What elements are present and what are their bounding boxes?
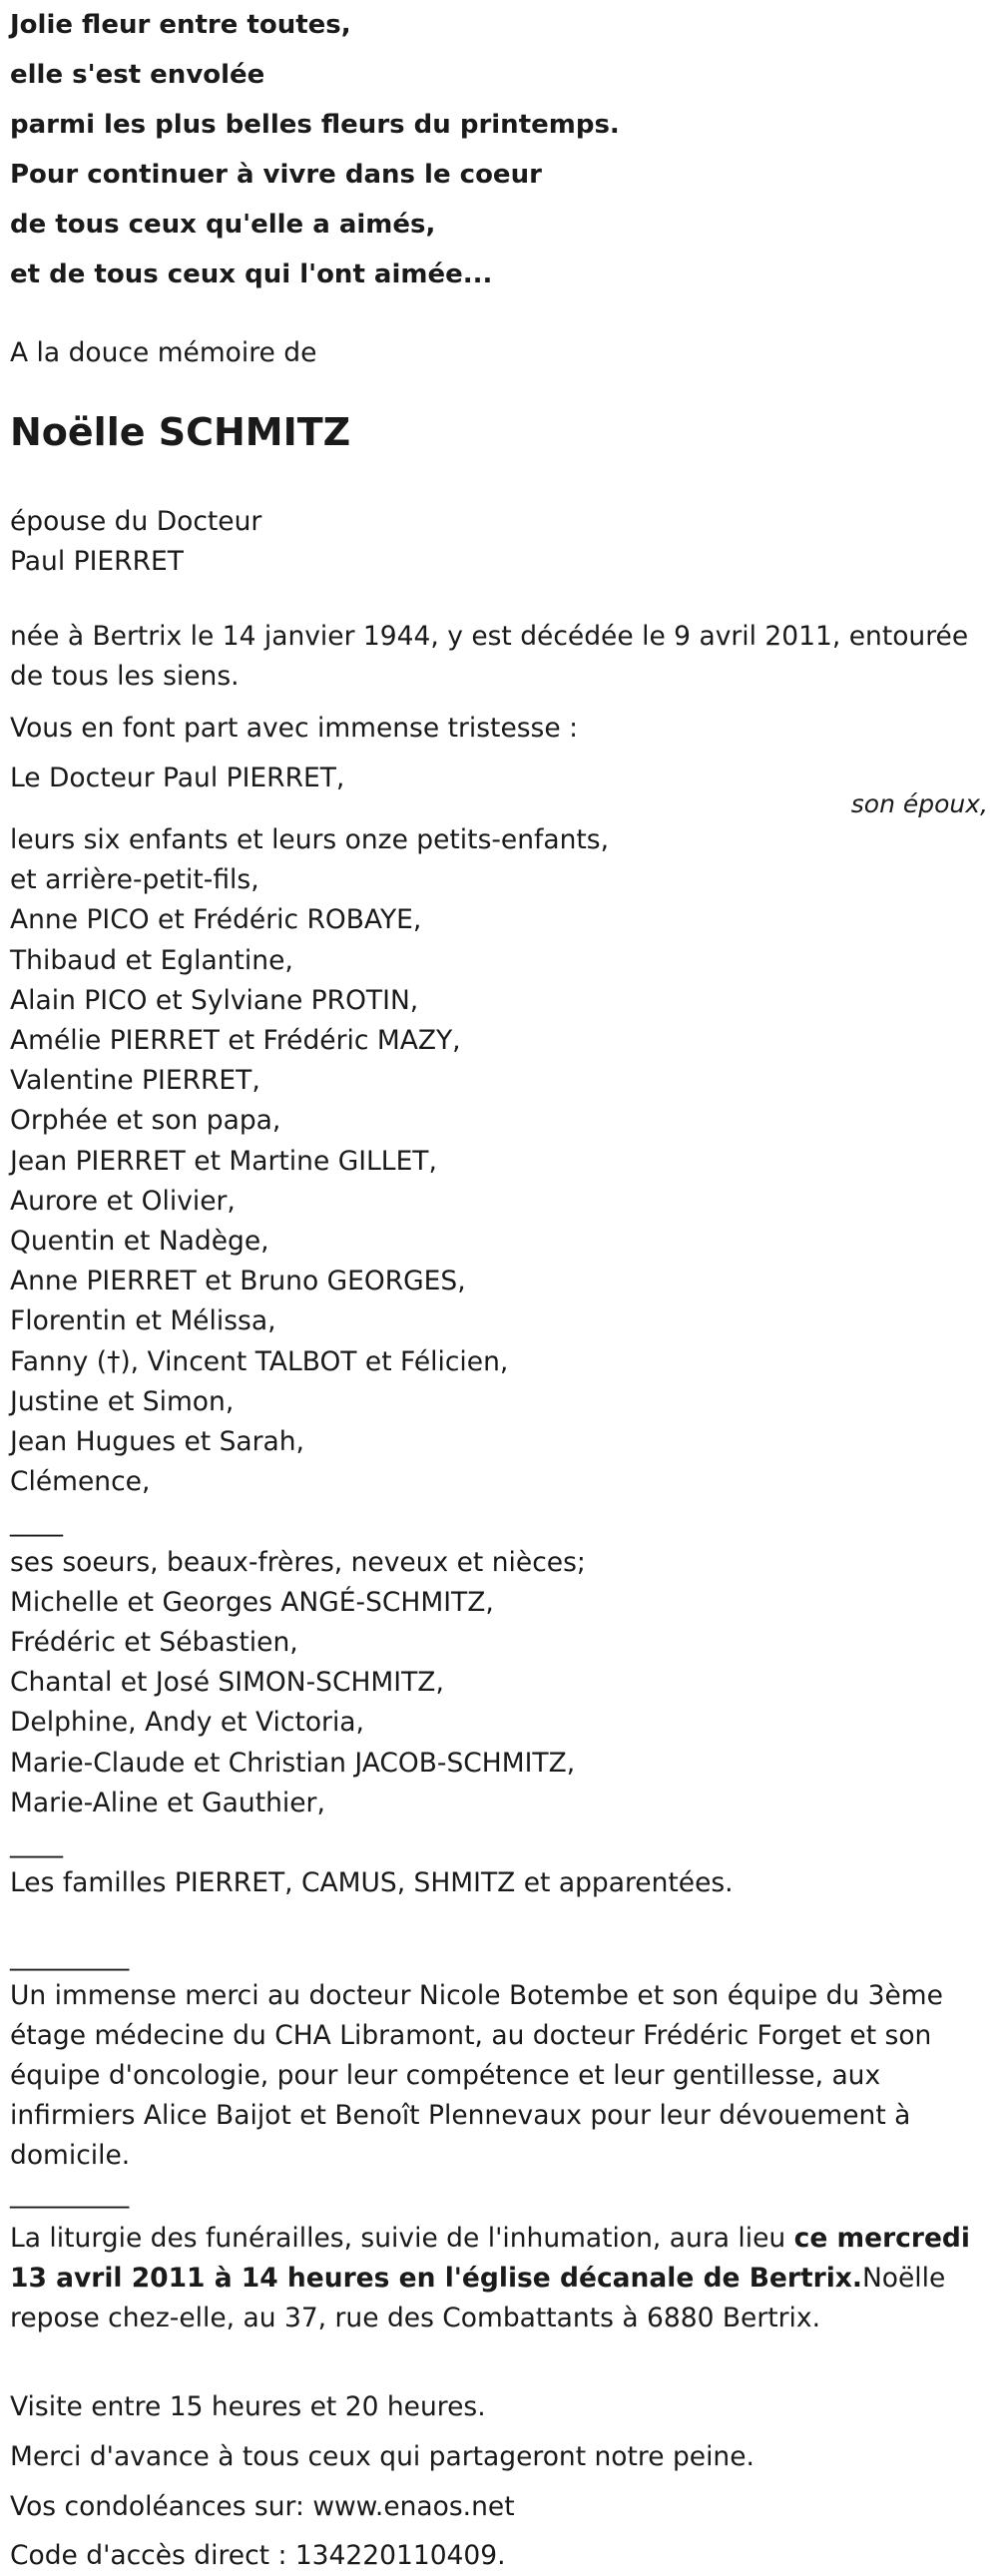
deceased-name: Noëlle SCHMITZ [10, 410, 351, 454]
poem-line: et de tous ceux qui l'ont aimée... [10, 259, 493, 289]
family-list [10, 820, 734, 1903]
separator: _________ [10, 2178, 130, 2209]
list-item: Thibaud et Eglantine, [10, 944, 293, 976]
visits: Visite entre 15 heures et 20 heures. [10, 2391, 486, 2422]
list-item: Fanny (†), Vincent TALBOT et Félicien, [10, 1345, 509, 1377]
husband-role: son époux, [850, 789, 988, 818]
access-code: Code d'accès direct : 134220110409. [10, 2540, 506, 2571]
poem [10, 0, 620, 299]
list-item: Jean Hugues et Sarah, [10, 1426, 304, 1458]
list-item: Chantal et José SIMON-SCHMITZ, [10, 1667, 444, 1699]
funeral-intro: La liturgie des funérailles, suivie de l'inhumation, aura lieu [10, 2223, 794, 2254]
condolences: Vos condoléances sur: www.enaos.net [10, 2491, 515, 2522]
list-item: ses soeurs, beaux-frères, neveux et nièces; [10, 1546, 586, 1578]
thanks-paragraph: Un immense merci au docteur Nicole Botembe et son équipe du 3ème étage médecine du CHA Libramont, au docteur Frédéric Forget et son équipe d'oncologie, pour leur compétence et leur gentillesse, aux infirmiers Alice Baijot et Benoît Plennevaux pour leur dévouement à domicile. [10, 1980, 943, 2171]
list-item: Delphine, Andy et Victoria, [10, 1707, 364, 1739]
list-item: Valentine PIERRET, [10, 1065, 260, 1097]
list-item: Anne PIERRET et Bruno GEORGES, [10, 1266, 466, 1297]
spouse-info [10, 502, 261, 582]
list-item: Florentin et Mélissa, [10, 1305, 276, 1337]
separator: _________ [10, 1940, 130, 1971]
poem-line: elle s'est envolée [10, 60, 265, 90]
funeral-info [10, 2219, 993, 2338]
list-item: et arrière-petit-fils, [10, 864, 259, 896]
list-item: Les familles PIERRET, CAMUS, SHMITZ et apparentées. [10, 1867, 734, 1899]
husband: Le Docteur Paul PIERRET, [10, 763, 345, 793]
list-item: Orphée et son papa, [10, 1105, 281, 1137]
list-item: leurs six enfants et leurs onze petits-enfants, [10, 824, 610, 855]
birth-death: née à Bertrix le 14 janvier 1944, y est décédée le 9 avril 2011, entourée de tous les siens. [10, 621, 969, 692]
list-item: Aurore et Olivier, [10, 1185, 236, 1217]
list-item: Clémence, [10, 1466, 151, 1498]
spouse-line: Paul PIERRET [10, 546, 184, 577]
list-item: Marie-Aline et Gauthier, [10, 1787, 325, 1818]
list-item: Jean PIERRET et Martine GILLET, [10, 1145, 437, 1177]
list-item: Anne PICO et Frédéric ROBAYE, [10, 904, 422, 936]
poem-line: parmi les plus belles fleurs du printemps. [10, 110, 620, 140]
announcement: Vous en font part avec immense tristesse : [10, 713, 579, 744]
funeral-rest: Noëlle repose chez-elle, au 37, rue des Combattants à 6880 Bertrix. [10, 2263, 946, 2333]
list-item: Justine et Simon, [10, 1385, 235, 1417]
poem-line: de tous ceux qu'elle a aimés, [10, 210, 436, 240]
funeral-date-place: ce mercredi 13 avril 2011 à 14 heures en l'église décanale de Bertrix. [10, 2223, 970, 2294]
poem-line: Jolie fleur entre toutes, [10, 10, 351, 40]
list-item: Quentin et Nadège, [10, 1226, 269, 1258]
poem-line: Pour continuer à vivre dans le coeur [10, 160, 542, 190]
memory-intro: A la douce mémoire de [10, 337, 317, 368]
list-item: Amélie PIERRET et Frédéric MAZY, [10, 1025, 461, 1057]
list-item: Marie-Claude et Christian JACOB-SCHMITZ, [10, 1747, 576, 1779]
list-item: Frédéric et Sébastien, [10, 1627, 298, 1659]
spouse-line: épouse du Docteur [10, 506, 262, 537]
list-separator: ____ [10, 1506, 63, 1538]
list-item: Alain PICO et Sylviane PROTIN, [10, 984, 419, 1016]
thanks-advance: Merci d'avance à tous ceux qui partageront notre peine. [10, 2441, 754, 2472]
list-item: Michelle et Georges ANGÉ-SCHMITZ, [10, 1586, 494, 1618]
list-separator: ____ [10, 1827, 63, 1859]
